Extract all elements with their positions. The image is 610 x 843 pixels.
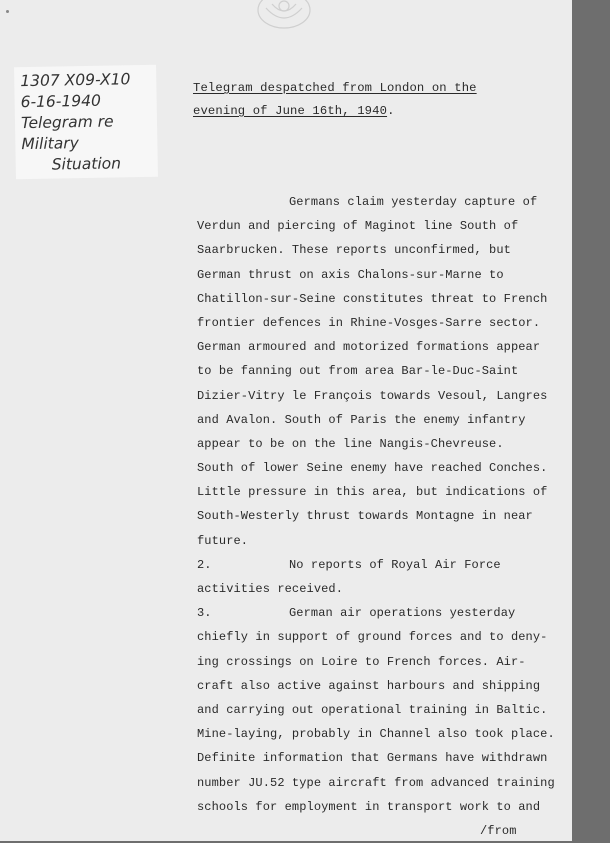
body-line: chiefly in support of ground forces and to deny-: [197, 630, 548, 645]
body-line: frontier defences in Rhine-Vosges-Sarre sector.: [197, 315, 541, 330]
paragraph-number: 2.: [197, 557, 212, 572]
body-line: future.: [197, 533, 249, 548]
body-line: and Avalon. South of Paris the enemy infantry: [197, 412, 526, 427]
body-line: number JU.52 type aircraft from advanced training: [197, 775, 555, 790]
body-line: Mine-laying, probably in Channel also took place.: [197, 727, 555, 742]
body-line: South of lower Seine enemy have reached Conches.: [197, 461, 548, 476]
embossed-seal-icon: [254, 0, 314, 30]
paragraph-2: [197, 553, 567, 601]
note-line: Situation: [51, 154, 122, 174]
body-line: Saarbrucken. These reports unconfirmed, but: [197, 243, 511, 258]
body-line: appear to be on the line Nangis-Chevreuse.: [197, 436, 504, 451]
telegram-heading: [193, 77, 477, 123]
body-line: German thrust on axis Chalons-sur-Marne to: [197, 267, 504, 282]
paragraph-number: 3.: [197, 606, 212, 621]
body-line: Verdun and piercing of Maginot line South of: [197, 219, 519, 234]
body-line: craft also active against harbours and shipping: [197, 678, 541, 693]
line-text: No reports of Royal Air Force: [289, 557, 501, 572]
handwritten-margin-note: [14, 65, 158, 179]
body-line: schools for employment in transport work to and: [197, 799, 541, 814]
heading-date: evening of June 16th, 1940: [193, 104, 388, 118]
note-line: 6-16-1940: [20, 91, 102, 112]
heading-line-2: [193, 100, 477, 123]
body-line: and carrying out operational training in Baltic.: [197, 702, 548, 717]
continuation-marker: /from: [480, 823, 517, 838]
body-line: ing crossings on Loire to French forces. Air-: [197, 654, 526, 669]
body-line: activities received.: [197, 582, 344, 596]
body-line: Chatillon-sur-Seine constitutes threat to French: [197, 291, 548, 306]
body-line: [197, 601, 567, 625]
note-line: Military: [21, 134, 79, 154]
body-line: Germans claim yesterday capture of: [289, 195, 538, 209]
heading-line-1: Telegram despatched from London on the: [193, 81, 477, 95]
margin-mark: [6, 10, 9, 13]
heading-period: .: [387, 104, 395, 118]
note-line: Telegram re: [20, 112, 114, 133]
paragraph-3: [197, 601, 567, 819]
telegram-body: [197, 190, 567, 843]
body-line: [197, 553, 567, 577]
body-line: to be fanning out from area Bar-le-Duc-Saint: [197, 364, 519, 379]
body-line: Little pressure in this area, but indications of: [197, 485, 548, 500]
body-line: Dizier-Vitry le François towards Vesoul, Langres: [197, 388, 548, 403]
line-text: German air operations yesterday: [289, 606, 516, 621]
paragraph-1: [197, 190, 567, 553]
body-line: Definite information that Germans have withdrawn: [197, 751, 548, 766]
note-line: 1307 X09-X10: [20, 70, 131, 91]
body-line: German armoured and motorized formations appear: [197, 340, 541, 355]
body-line: South-Westerly thrust towards Montagne in near: [197, 509, 533, 524]
